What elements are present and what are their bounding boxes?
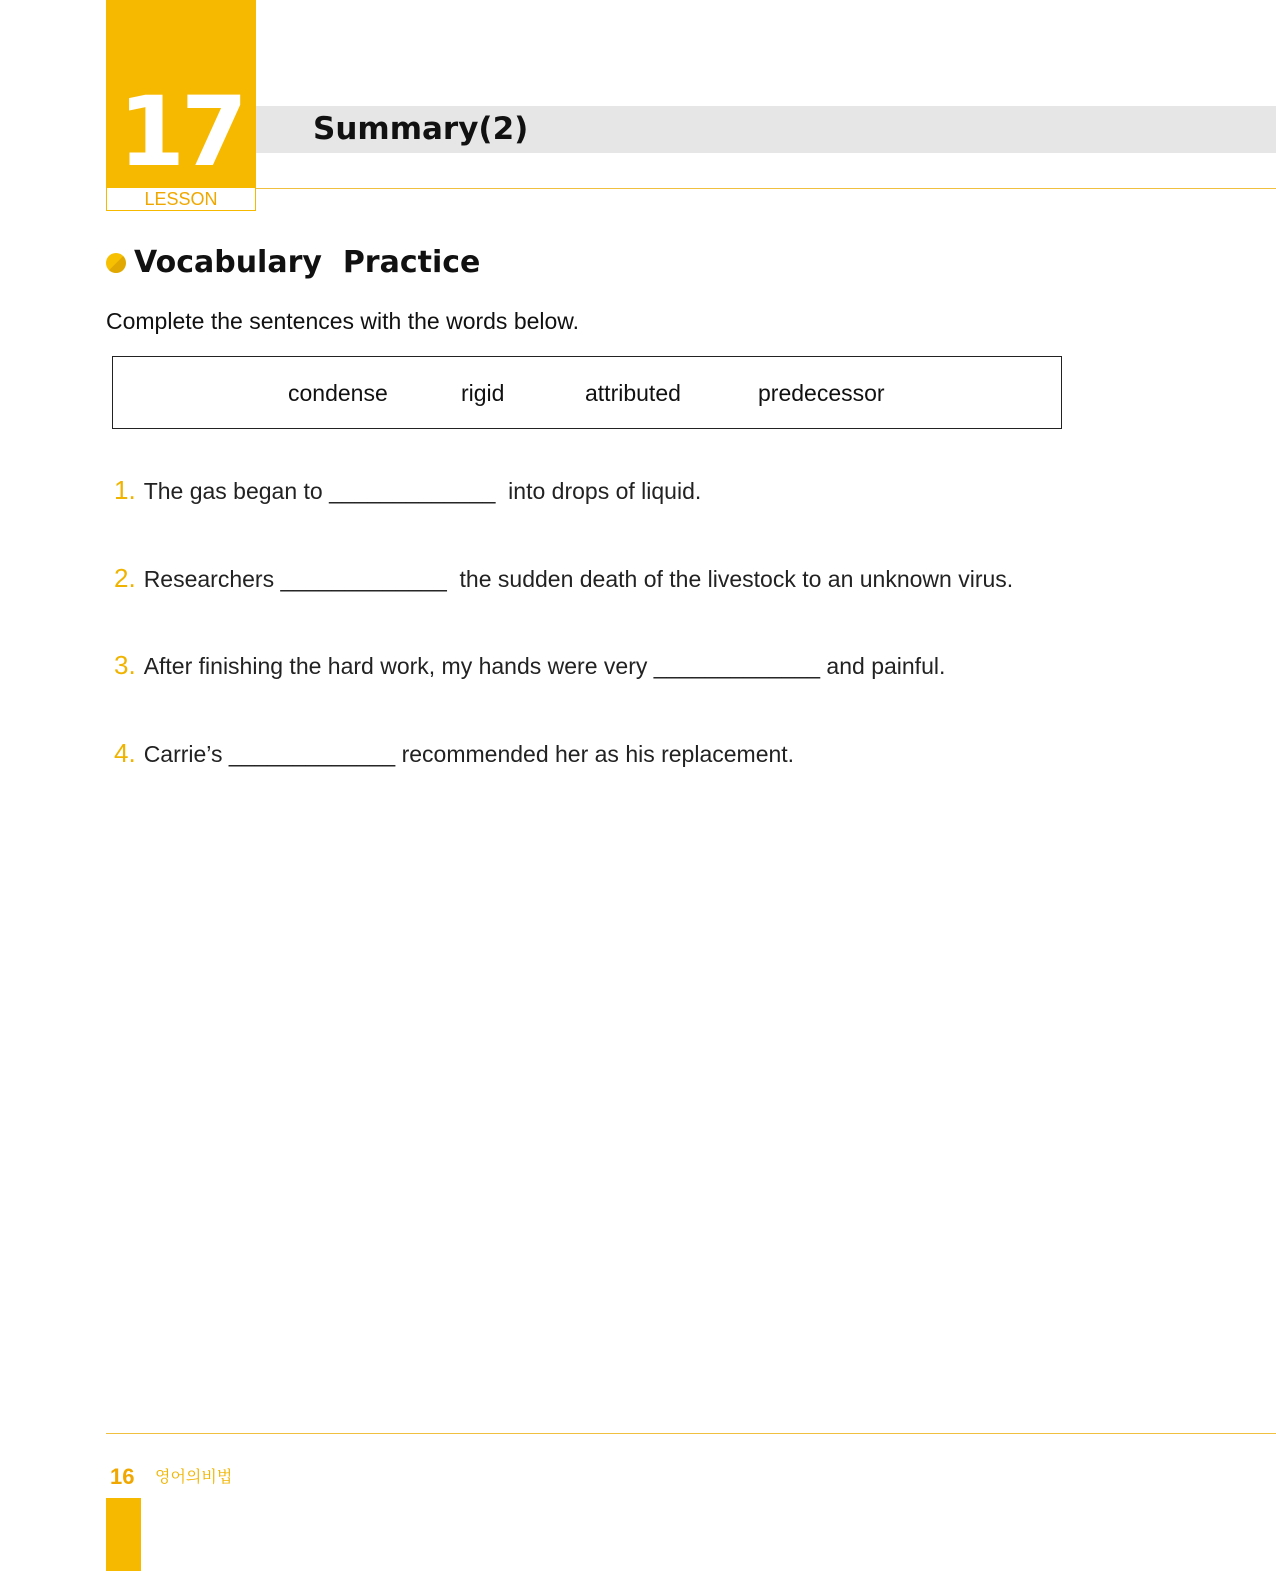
word-bank-word: attributed <box>585 380 681 406</box>
word-bank-word: rigid <box>461 380 505 406</box>
question-number: 1. <box>114 475 136 505</box>
footer-tab <box>106 1498 141 1571</box>
question-number: 4. <box>114 738 136 768</box>
lesson-number: 17 <box>118 76 244 188</box>
answer-blank[interactable]: _____________ <box>228 741 396 767</box>
question-item <box>114 561 1013 596</box>
question-text-before: After finishing the hard work, my hands were very <box>143 653 654 679</box>
question-text-after: and painful. <box>820 653 946 679</box>
page-number: 16 <box>110 1464 135 1489</box>
question-text-before: Researchers <box>143 566 281 592</box>
lesson-badge <box>106 0 256 212</box>
section-bullet-icon <box>106 253 126 273</box>
answer-blank[interactable]: _____________ <box>280 566 447 592</box>
lesson-label: LESSON <box>144 189 218 209</box>
question-number: 2. <box>114 563 136 593</box>
book-title: 영어의비법 <box>155 1467 233 1486</box>
question-text-after: into drops of liquid. <box>495 478 702 504</box>
answer-blank[interactable]: _____________ <box>329 478 496 504</box>
question-item <box>114 736 794 771</box>
header-rule <box>256 188 1276 189</box>
section-heading: Vocabulary Practice <box>134 245 481 280</box>
question-item <box>114 473 701 508</box>
instruction-text: Complete the sentences with the words below. <box>106 308 580 334</box>
footer-rule <box>106 1433 1276 1434</box>
answer-blank[interactable]: _____________ <box>653 653 821 679</box>
question-text-after: the sudden death of the livestock to an unknown virus. <box>446 566 1014 592</box>
question-text-before: Carrie’s <box>143 741 229 767</box>
question-number: 3. <box>114 650 136 680</box>
question-text-after: recommended her as his replacement. <box>395 741 795 767</box>
word-bank-word: predecessor <box>758 380 885 406</box>
word-bank-box <box>112 356 1062 429</box>
question-text-before: The gas began to <box>143 478 330 504</box>
word-bank-word: condense <box>288 380 388 406</box>
page-title: Summary(2) <box>313 111 529 147</box>
question-item <box>114 648 945 683</box>
